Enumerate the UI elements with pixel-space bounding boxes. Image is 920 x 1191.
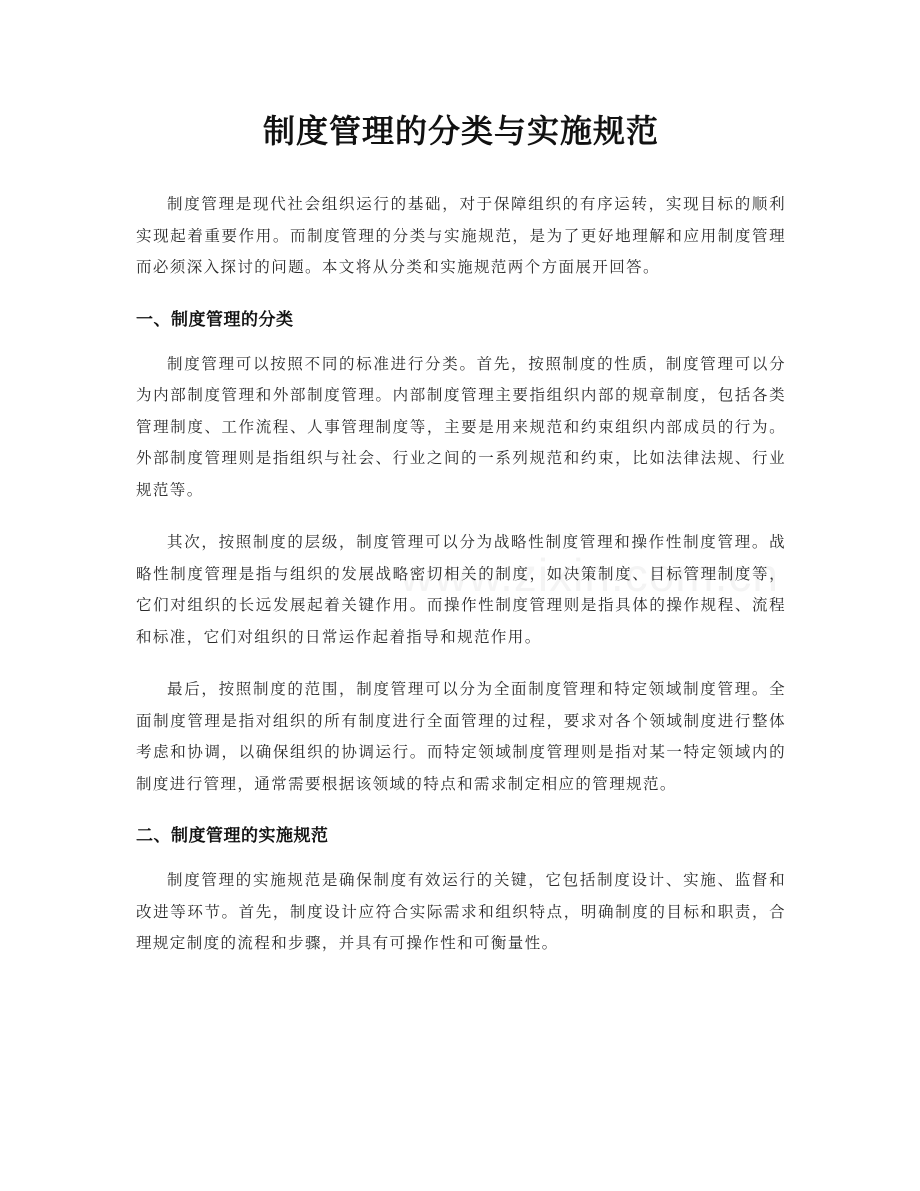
intro-paragraph: 制度管理是现代社会组织运行的基础，对于保障组织的有序运转，实现目标的顺利实现起着重要作用。而制度管理的分类与实施规范，是为了更好地理解和应用制度管理而必须深入探讨的问题。本文将从分类和实施规范两个方面展开回答。 xyxy=(136,195,786,276)
section-heading-implementation: 二、制度管理的实施规范 xyxy=(136,826,329,846)
page-title: 制度管理的分类与实施规范 xyxy=(262,112,659,150)
section-heading-classification: 一、制度管理的分类 xyxy=(136,309,294,330)
classification-paragraph-level: 其次，按照制度的层级，制度管理可以分为战略性制度管理和操作性制度管理。战略性制度管理是指与组织的发展战略密切相关的制度，如决策制度、目标管理制度等，它们对组织的长远发展起着关键作用。而操作性制度管理则是指具体的操作规程、流程和标准，它们对组织的日常运作起着指导和规范作用。 xyxy=(136,533,786,646)
document-body xyxy=(136,108,786,981)
implementation-paragraph-design: 制度管理的实施规范是确保制度有效运行的关键，它包括制度设计、实施、监督和改进等环节。首先，制度设计应符合实际需求和组织特点，明确制度的目标和职责，合理规定制度的流程和步骤，并具有可操作性和可衡量性。 xyxy=(136,871,786,952)
classification-paragraph-nature: 制度管理可以按照不同的标准进行分类。首先，按照制度的性质，制度管理可以分为内部制度管理和外部制度管理。内部制度管理主要指组织内部的规章制度，包括各类管理制度、工作流程、人事管理制度等，主要是用来规范和约束组织内部成员的行为。外部制度管理则是指组织与社会、行业之间的一系列规范和约束，比如法律法规、行业规范等。 xyxy=(136,354,786,499)
classification-paragraph-scope: 最后，按照制度的范围，制度管理可以分为全面制度管理和特定领域制度管理。全面制度管理是指对组织的所有制度进行全面管理的过程，要求对各个领域制度进行整体考虑和协调，以确保组织的协调运行。而特定领域制度管理则是指对某一特定领域内的制度进行管理，通常需要根据该领域的特点和需求制定相应的管理规范。 xyxy=(136,680,786,793)
